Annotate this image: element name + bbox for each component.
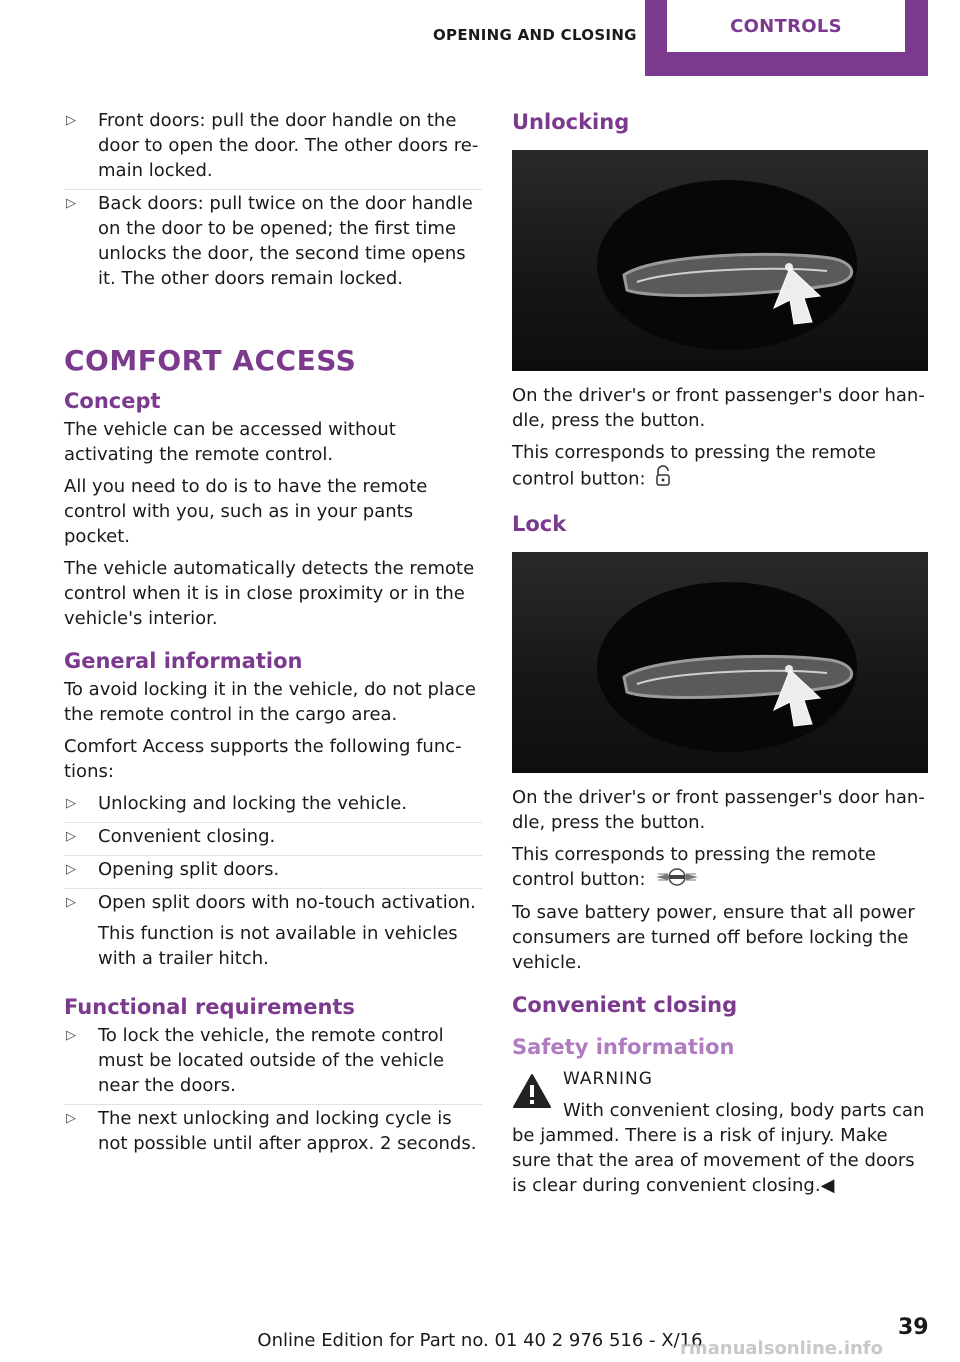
functions-bullet-list (64, 791, 482, 977)
list-item: ▷ The next unlocking and locking cycle is not possible until after approx. 2 seconds. (66, 1108, 477, 1154)
paragraph: On the driver's or front passenger's door handle, press the button. (512, 385, 925, 431)
warning-box (512, 1067, 930, 1198)
door-handle-photo-lock (512, 552, 928, 773)
paragraph: The vehicle can be accessed without activating the remote control. (64, 419, 396, 465)
warning-title: WARNING (563, 1068, 653, 1089)
list-item: ▷ Unlocking and locking the vehicle. (64, 791, 482, 823)
right-column (512, 108, 930, 1205)
triangle-bullet-icon: ▷ (66, 862, 76, 877)
triangle-bullet-icon: ▷ (66, 796, 76, 811)
watermark: rmanualsonline.info (680, 1338, 884, 1359)
paragraph: On the driver's or front passenger's door handle, press the button. (512, 787, 925, 833)
triangle-bullet-icon: ▷ (66, 196, 76, 211)
bullet-note: This function is not available in vehicles with a trailer hitch. (98, 923, 458, 969)
triangle-bullet-icon: ▷ (66, 1028, 76, 1043)
paragraph: To save battery power, ensure that all power consumers are turned off before locking the vehicle. (512, 901, 915, 973)
door-handle-illustration (512, 552, 928, 773)
padlock-open-icon (654, 465, 672, 494)
page-number: 39 (898, 1315, 929, 1340)
paragraph: To avoid locking it in the vehicle, do not place the remote control in the cargo area. (64, 679, 476, 725)
warning-triangle-icon (512, 1073, 552, 1113)
list-item: ▷ To lock the vehicle, the remote control must be located outside of the vehicle near the doors. (64, 1023, 482, 1105)
list-item: ▷ Open split doors with no-touch activation. This function is not available in vehicles with a trailer hitch. (64, 890, 482, 977)
header-section-title: OPENING AND CLOSING (433, 26, 637, 44)
triangle-bullet-icon: ▷ (66, 113, 76, 128)
header-chapter-title: CONTROLS (730, 15, 842, 37)
paragraph: The vehicle automatically detects the remote control when it is in close proximity or in the vehicle's interior. (64, 558, 475, 629)
functional-requirements-heading: Functional requirements (64, 995, 355, 1019)
paragraph: Comfort Access supports the following functions: (64, 736, 462, 782)
list-item: ▷ Opening split doors. (64, 857, 482, 889)
header-chapter-tab (645, 0, 928, 76)
list-item: ▷ Convenient closing. (64, 824, 482, 856)
triangle-bullet-icon: ▷ (66, 829, 76, 844)
triangle-bullet-icon: ▷ (66, 895, 76, 910)
convenient-closing-heading: Convenient closing (512, 992, 738, 1017)
triangle-bullet-icon: ▷ (66, 1111, 76, 1126)
mini-logo-icon (654, 868, 700, 893)
lock-heading: Lock (512, 512, 567, 536)
door-handle-photo-unlocking (512, 150, 928, 371)
paragraph: This corresponds to pressing the remote control button: (512, 842, 930, 893)
safety-information-heading: Safety information (512, 1034, 735, 1059)
paragraph: All you need to do is to have the remote control with you, such as in your pants pocket. (64, 476, 428, 547)
door-handle-illustration (512, 150, 928, 371)
chapter-title: COMFORT ACCESS (64, 344, 357, 377)
requirements-bullet-list (64, 1023, 482, 1162)
unlocking-heading: Unlocking (512, 110, 630, 134)
intro-bullet-list (64, 108, 482, 297)
general-information-heading: General information (64, 649, 303, 673)
left-column (64, 108, 482, 1163)
list-item: ▷ Back doors: pull twice on the door handle on the door to be opened; the first time unlocks the door, the second time opens it. The other doors remain locked. (66, 193, 473, 289)
concept-heading: Concept (64, 389, 161, 413)
warning-text: With convenient closing, body parts can be jammed. There is a risk of injury. Make sure that the area of movement of the doors is clear during convenient closing.◀ (512, 1099, 925, 1196)
footer-edition: Online Edition for Part no. 01 40 2 976 516 - X/16 (257, 1330, 703, 1351)
list-item: ▷ Front doors: pull the door handle on the door to open the door. The other doors remain locked. (64, 108, 482, 190)
paragraph: This corresponds to pressing the remote control button: (512, 440, 930, 494)
